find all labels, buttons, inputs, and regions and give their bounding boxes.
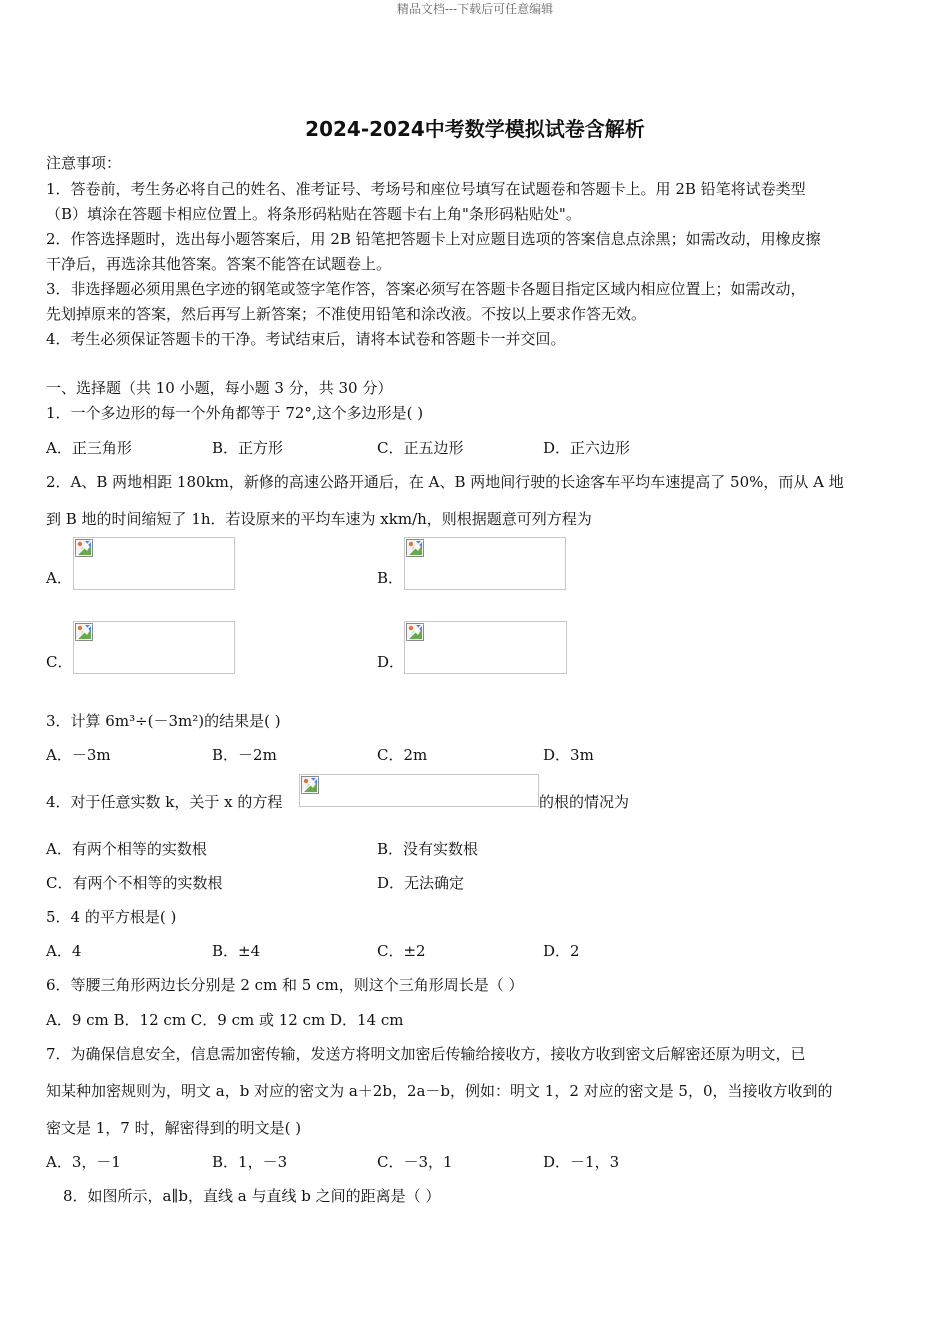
question-7-line-2: 知某种加密规则为，明文 a，b 对应的密文为 a＋2b，2a－b，例如：明文 1，2 对应的密文是 5，0，当接收方收到的 (46, 1082, 833, 1100)
question-7-line-3: 密文是 1，7 时，解密得到的明文是( ) (46, 1119, 302, 1137)
q7-option-a: A．3，－1 (46, 1153, 121, 1171)
q3-option-c: C．2m (377, 746, 428, 764)
q3-option-d: D．3m (543, 746, 594, 764)
q2-option-b-image (404, 537, 566, 590)
q2-option-a-label: A． (46, 569, 72, 587)
broken-image-icon (75, 539, 93, 557)
q1-option-c: C．正五边形 (377, 439, 464, 457)
section-heading: 一、选择题（共 10 小题，每小题 3 分，共 30 分） (46, 379, 393, 397)
note-line: 2．作答选择题时，选出每小题答案后，用 2B 铅笔把答题卡上对应题目选项的答案信息点涂黑；如需改动，用橡皮擦 (46, 230, 821, 248)
q2-option-c-label: C． (46, 653, 73, 671)
q2-option-c-image (73, 621, 235, 674)
note-line: 先划掉原来的答案，然后再写上新答案；不准使用铅笔和涂改液。不按以上要求作答无效。 (46, 305, 647, 323)
q6-options: A．9 cm B．12 cm C．9 cm 或 12 cm D．14 cm (46, 1011, 404, 1029)
note-line: （B）填涂在答题卡相应位置上。将条形码粘贴在答题卡右上角"条形码粘贴处"。 (46, 205, 581, 223)
question-5-stem: 5．4 的平方根是( ) (46, 908, 177, 926)
q5-option-b: B．±4 (212, 942, 261, 960)
q3-option-b: B．－2m (212, 746, 277, 764)
q5-option-a: A．4 (46, 942, 82, 960)
question-2-line-2: 到 B 地的时间缩短了 1h．若设原来的平均车速为 xkm/h，则根据题意可列方程为 (46, 510, 592, 528)
q4-option-c: C．有两个不相等的实数根 (46, 874, 223, 892)
broken-image-icon (75, 623, 93, 641)
q1-option-d: D．正六边形 (543, 439, 631, 457)
q4-option-a: A．有两个相等的实数根 (46, 840, 207, 858)
q2-option-b-label: B． (377, 569, 404, 587)
broken-image-icon (301, 776, 319, 794)
question-4-stem-end: 的根的情况为 (539, 793, 630, 811)
question-3-stem: 3．计算 6m³÷(－3m²)的结果是( ) (46, 712, 281, 730)
broken-image-icon (406, 539, 424, 557)
q1-option-a: A．正三角形 (46, 439, 132, 457)
q5-option-d: D．2 (543, 942, 580, 960)
q2-option-d-image (404, 621, 567, 674)
q4-option-b: B．没有实数根 (377, 840, 479, 858)
broken-image-icon (406, 623, 424, 641)
note-line: 4．考生必须保证答题卡的干净。考试结束后，请将本试卷和答题卡一并交回。 (46, 330, 566, 348)
q4-equation-image (299, 774, 539, 807)
note-line: 3．非选择题必须用黑色字迹的钢笔或签字笔作答，答案必须写在答题卡各题目指定区域内相应位置上；如需改动， (46, 280, 806, 298)
q3-option-a: A．－3m (46, 746, 111, 764)
page-title: 2024-2024中考数学模拟试卷含解析 (305, 117, 645, 141)
q2-option-a-image (73, 537, 235, 590)
question-1-stem: 1．一个多边形的每一个外角都等于 72°,这个多边形是( ) (46, 404, 424, 422)
question-7-line-1: 7．为确保信息安全，信息需加密传输，发送方将明文加密后传输给接收方，接收方收到密文后解密还原为明文，已 (46, 1045, 806, 1063)
q5-option-c: C．±2 (377, 942, 426, 960)
q1-option-b: B．正方形 (212, 439, 284, 457)
note-line: 干净后，再选涂其他答案。答案不能答在试题卷上。 (46, 255, 392, 273)
question-6-stem: 6．等腰三角形两边长分别是 2 cm 和 5 cm，则这个三角形周长是（ ） (46, 976, 524, 994)
q4-option-d: D．无法确定 (377, 874, 465, 892)
q7-option-b: B．1，－3 (212, 1153, 288, 1171)
notes-heading: 注意事项： (46, 154, 122, 172)
question-8-stem: 8．如图所示，a∥b，直线 a 与直线 b 之间的距离是（ ） (63, 1187, 441, 1205)
q2-option-d-label: D． (377, 653, 405, 671)
q7-option-d: D．－1，3 (543, 1153, 620, 1171)
page-header: 精品文档---下载后可任意编辑 (396, 2, 554, 16)
question-4-stem-start: 4．对于任意实数 k，关于 x 的方程 (46, 793, 283, 811)
question-2-line-1: 2．A、B 两地相距 180km，新修的高速公路开通后，在 A、B 两地间行驶的长途客车平均车速提高了 50%，而从 A 地 (46, 473, 844, 491)
q7-option-c: C．－3，1 (377, 1153, 453, 1171)
note-line: 1．答卷前，考生务必将自己的姓名、准考证号、考场号和座位号填写在试题卷和答题卡上。用 2B 铅笔将试卷类型 (46, 180, 806, 198)
